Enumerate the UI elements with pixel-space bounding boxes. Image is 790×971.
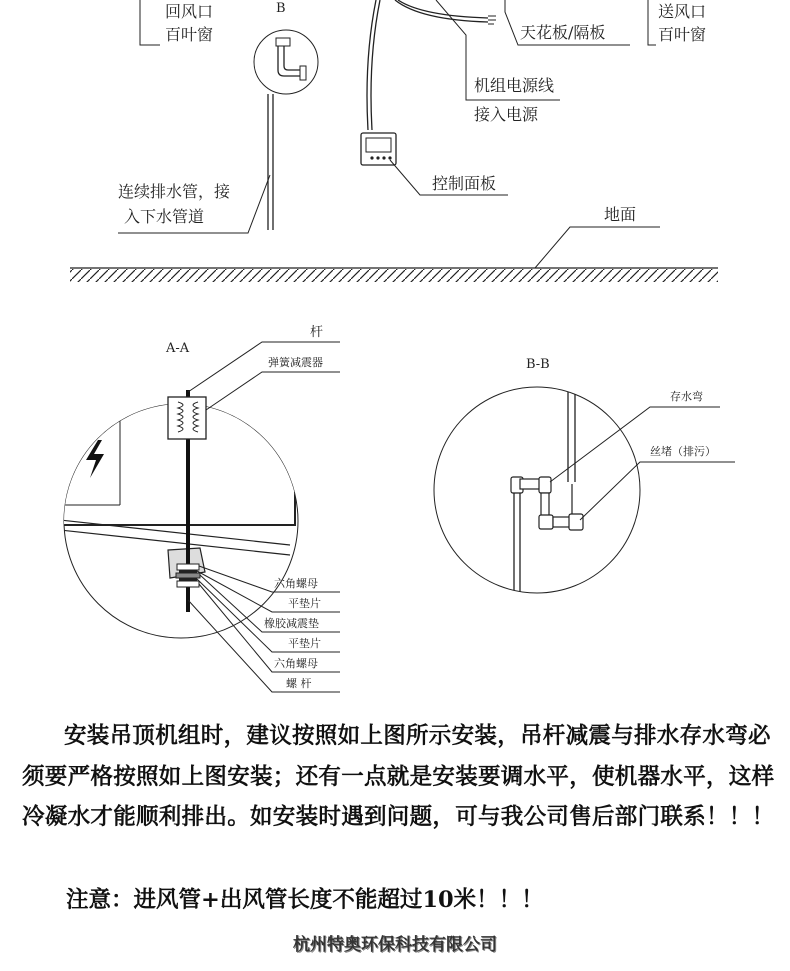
part-label-hex-nut-2: 六角螺母 [274,657,318,670]
drain-detail-circle [254,30,318,94]
section-bb-title: B-B [526,357,550,372]
part-label-hex-nut-1: 六角螺母 [274,577,318,590]
company-name: 杭州特奥环保科技有限公司 [293,935,497,955]
duct-length-notice: 注意：进风管+出风管长度不能超过10米！！！ [66,887,544,913]
part-label-threaded-rod: 螺 杆 [286,677,312,690]
supply-air-callout [648,0,706,45]
rod-label: 杆 [310,325,324,340]
spring-damper-callout [206,355,340,410]
ground-label: 地面 [604,205,637,224]
trap-label: 存水弯 [670,390,703,403]
plug-label: 丝堵（排污） [650,445,716,458]
section-aa-circle [55,390,298,638]
return-air-callout [140,0,213,45]
ceiling-label: 天花板/隔板 [520,23,606,42]
return-air-label-2: 百叶窗 [165,25,214,44]
section-aa-title: A-A [166,341,190,356]
spring-damper-label: 弹簧减震器 [268,356,323,369]
control-panel-device [361,133,508,195]
power-cable-label-1: 机组电源线 [474,76,555,95]
part-label-washer-2: 平垫片 [288,637,321,650]
return-air-label-1: 回风口 [165,2,214,21]
drain-pipe [268,94,273,230]
part-label-rubber-pad: 橡胶减震垫 [264,617,319,630]
part-label-washer-1: 平垫片 [288,597,321,610]
section-b-marker: B [276,1,286,16]
section-bb-circle [434,380,640,600]
drain-pipe-callout [118,175,270,233]
control-panel-label: 控制面板 [432,174,497,193]
ceiling-callout [505,0,630,45]
supply-air-label-1: 送风口 [658,2,707,21]
drain-pipe-label-1: 连续排水管，接 [118,182,231,201]
power-source-callout [436,0,560,124]
power-cable-label-2: 接入电源 [474,105,539,124]
installation-instructions: 安装吊顶机组时，建议按照如上图所示安装，吊杆减震与排水存水弯必须要严格按照如上图安装；还有一点就是安装要调水平，使机器水平，这样冷凝水才能顺利排出。如安装时遇到问题，可与我公司售后部门联系！！！ [22,723,775,830]
supply-air-label-2: 百叶窗 [658,25,707,44]
drain-pipe-label-2: 入下水管道 [124,207,205,226]
